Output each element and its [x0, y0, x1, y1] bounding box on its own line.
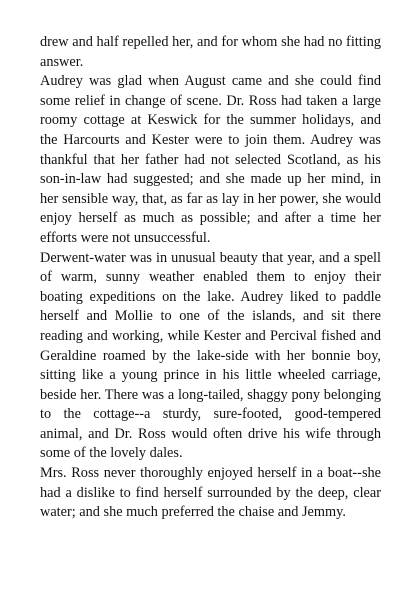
paragraph-4: Mrs. Ross never thoroughly enjoyed herself in a boat--she had a dislike to find herself surrounded by the deep, clear water; and she much preferred the chaise and Jemmy. [40, 465, 381, 521]
paragraph-1: drew and half repelled her, and for whom she had no fitting answer. [40, 34, 381, 70]
page-body-text [40, 33, 381, 523]
paragraph-3: Derwent-water was in unusual beauty that year, and a spell of warm, sunny weather enabled them to enjoy their boating expeditions on the lake. Audrey liked to paddle herself and Mollie to one of the islands, and sit there reading and working, while Kester and Percival fished and Geraldine roamed by the lake-side with her bonnie boy, sitting like a young prince in his little wheeled carriage, beside her. There was a long-tailed, shaggy pony belonging to the cottage--a sturdy, sure-footed, good-tempered animal, and Dr. Ross would often drive his wife through some of the lovely dales. [40, 249, 381, 462]
paragraph-2: Audrey was glad when August came and she could find some relief in change of scene. Dr. Ross had taken a large roomy cottage at Keswick for the summer holidays, and the Harcourts and Kester were to join them. Audrey was thankful that her father had not selected Scotland, as his son-in-law had suggested; and she made up her mind, in her sensible way, that, as far as lay in her power, she would enjoy herself as much as possible; and after a time her efforts were not unsuccessful. [40, 73, 381, 246]
